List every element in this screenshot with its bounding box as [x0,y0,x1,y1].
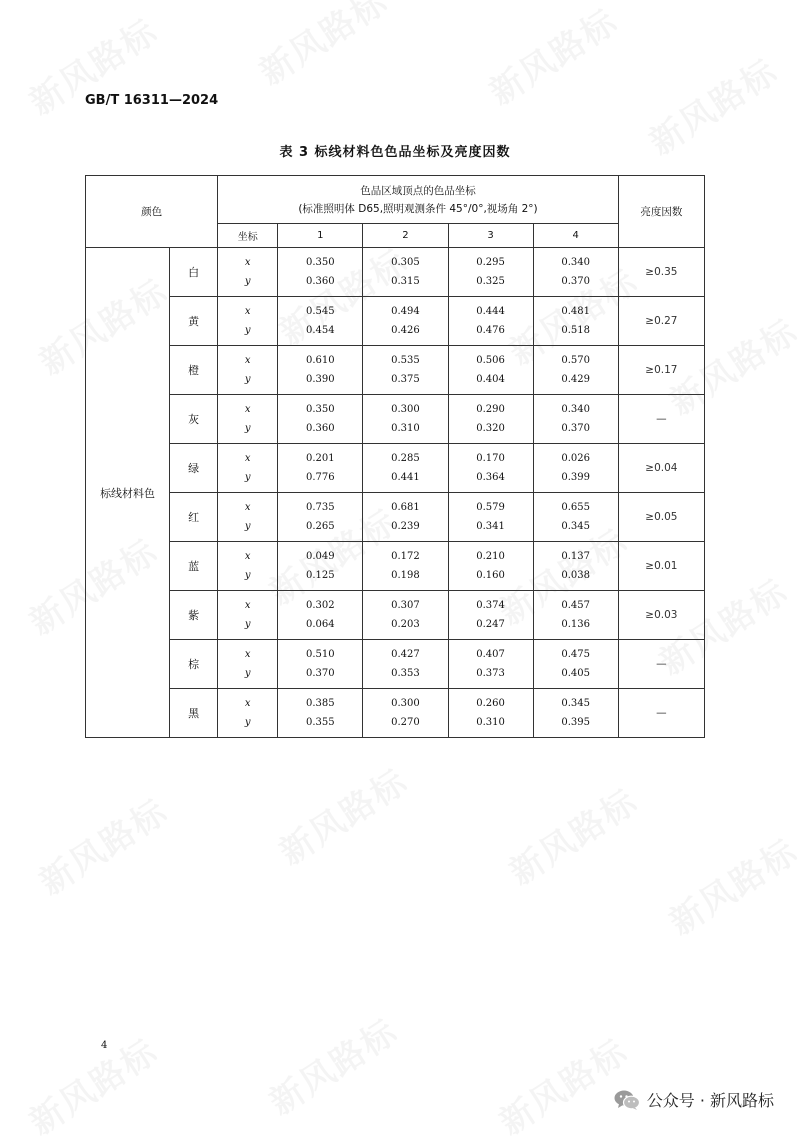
y-value: 0.370 [561,276,591,287]
y-value: 0.399 [561,472,591,483]
y-value: 0.426 [391,325,420,336]
vertex-2-cell [363,591,448,640]
x-value: 0.427 [391,649,420,660]
y-value: 0.247 [476,619,505,630]
y-value: 0.395 [561,717,591,728]
vertex-2-cell [363,346,448,395]
x-value: 0.457 [561,600,591,611]
y-value: 0.125 [306,570,335,581]
color-name: 蓝 [170,542,218,591]
y-value: 0.518 [561,325,591,336]
vertex-4-cell [533,542,618,591]
luminance-value: ≥0.27 [618,297,704,346]
color-name: 黑 [170,689,218,738]
vertex-4-cell [533,640,618,689]
y-value: 0.320 [476,423,505,434]
vertex-2-cell [363,395,448,444]
x-value: 0.655 [561,502,591,513]
x-value: 0.506 [476,355,505,366]
color-name: 红 [170,493,218,542]
axis-labels [218,493,278,542]
axis-labels [218,346,278,395]
x-value: 0.260 [476,698,505,709]
vertex-1-cell [278,542,363,591]
axis-y-label: y [244,717,251,728]
axis-labels [218,248,278,297]
luminance-value: ≥0.01 [618,542,704,591]
y-value: 0.441 [391,472,420,483]
vertex-2-cell [363,542,448,591]
vertex-2-cell [363,493,448,542]
x-value: 0.285 [391,453,420,464]
luminance-value: ≥0.05 [618,493,704,542]
y-value: 0.360 [306,276,335,287]
axis-x-label: x [244,551,251,562]
watermark-text [28,785,175,905]
y-value: 0.373 [476,668,505,679]
watermark-text [258,1005,405,1125]
table-row [86,346,705,395]
y-value: 0.310 [476,717,505,728]
source-badge [613,1088,774,1111]
x-value: 0.385 [306,698,335,709]
header-coord-label: 坐标 [218,224,278,248]
table-row [86,640,705,689]
axis-y-label: y [244,276,251,287]
axis-y-label: y [244,325,251,336]
y-value: 0.390 [306,374,335,385]
y-value: 0.429 [561,374,591,385]
x-value: 0.340 [561,404,591,415]
axis-labels [218,297,278,346]
table-row [86,395,705,444]
table-row [86,444,705,493]
axis-x-label: x [244,502,251,513]
color-name: 灰 [170,395,218,444]
x-value: 0.049 [306,551,335,562]
axis-y-label: y [244,570,251,581]
vertex-1-cell [278,493,363,542]
vertex-2-cell [363,297,448,346]
x-value: 0.295 [476,257,505,268]
x-value: 0.172 [391,551,420,562]
y-value: 0.454 [306,325,335,336]
x-value: 0.350 [306,404,335,415]
vertex-2-cell [363,444,448,493]
watermark-text [248,0,395,94]
axis-x-label: x [244,306,251,317]
x-value: 0.510 [306,649,335,660]
x-value: 0.305 [391,257,420,268]
axis-x-label: x [244,355,251,366]
y-value: 0.203 [391,619,420,630]
group-label: 标线材料色 [86,248,170,738]
x-value: 0.300 [391,698,420,709]
vertex-3-cell [448,395,533,444]
luminance-value: — [618,640,704,689]
axis-y-label: y [244,472,251,483]
table-row [86,542,705,591]
axis-labels [218,689,278,738]
y-value: 0.345 [561,521,591,532]
y-value: 0.038 [561,570,591,581]
y-value: 0.476 [476,325,505,336]
axis-y-label: y [244,619,251,630]
luminance-value: ≥0.04 [618,444,704,493]
vertex-4-cell [533,493,618,542]
y-value: 0.364 [476,472,505,483]
header-vertex-1: 1 [278,224,363,248]
watermark-text [268,755,415,875]
y-value: 0.270 [391,717,420,728]
x-value: 0.350 [306,257,335,268]
wechat-icon [613,1089,641,1111]
vertex-4-cell [533,346,618,395]
vertex-1-cell [278,248,363,297]
x-value: 0.137 [561,551,591,562]
y-value: 0.310 [391,423,420,434]
vertex-1-cell [278,640,363,689]
axis-y-label: y [244,374,251,385]
x-value: 0.300 [391,404,420,415]
axis-x-label: x [244,649,251,660]
x-value: 0.494 [391,306,420,317]
header-coordinates-line2: (标准照明体 D65,照明观测条件 45°/0°,视场角 2°) [298,202,538,215]
table-row [86,591,705,640]
luminance-value: ≥0.17 [618,346,704,395]
axis-labels [218,542,278,591]
standard-code: GB/T 16311—2024 [85,93,219,108]
axis-labels [218,444,278,493]
color-name: 紫 [170,591,218,640]
x-value: 0.610 [306,355,335,366]
luminance-value: ≥0.03 [618,591,704,640]
y-value: 0.064 [306,619,335,630]
table-row [86,689,705,738]
y-value: 0.265 [306,521,335,532]
axis-labels [218,395,278,444]
x-value: 0.201 [306,453,335,464]
vertex-1-cell [278,689,363,738]
x-value: 0.026 [561,453,591,464]
table-title: 表 3 标线材料色色品坐标及亮度因数 [279,145,511,160]
header-vertex-4: 4 [533,224,618,248]
y-value: 0.136 [561,619,591,630]
watermark-text [18,1025,165,1144]
vertex-1-cell [278,297,363,346]
color-name: 黄 [170,297,218,346]
watermark-text [498,775,645,895]
luminance-value: — [618,395,704,444]
vertex-1-cell [278,395,363,444]
x-value: 0.570 [561,355,591,366]
vertex-3-cell [448,689,533,738]
x-value: 0.735 [306,502,335,513]
vertex-3-cell [448,493,533,542]
y-value: 0.375 [391,374,420,385]
vertex-4-cell [533,297,618,346]
axis-labels [218,640,278,689]
y-value: 0.198 [391,570,420,581]
luminance-value: ≥0.35 [618,248,704,297]
axis-y-label: y [244,423,251,434]
axis-x-label: x [244,257,251,268]
source-label: 公众号 · 新风路标 [646,1091,774,1110]
table-row [86,297,705,346]
vertex-2-cell [363,689,448,738]
axis-x-label: x [244,698,251,709]
page-number: 4 [101,1040,108,1051]
x-value: 0.307 [391,600,420,611]
axis-y-label: y [244,521,251,532]
vertex-3-cell [448,542,533,591]
x-value: 0.535 [391,355,420,366]
y-value: 0.370 [306,668,335,679]
color-name: 橙 [170,346,218,395]
table-row [86,493,705,542]
y-value: 0.239 [391,521,420,532]
watermark-text [658,825,800,945]
header-coordinates-line1: 色品区域顶点的色品坐标 [360,184,476,197]
vertex-4-cell [533,591,618,640]
vertex-4-cell [533,395,618,444]
x-value: 0.170 [476,453,505,464]
chromaticity-table [85,175,705,738]
table-row [86,248,705,297]
vertex-3-cell [448,444,533,493]
vertex-4-cell [533,689,618,738]
x-value: 0.407 [476,649,505,660]
vertex-3-cell [448,297,533,346]
y-value: 0.341 [476,521,505,532]
vertex-1-cell [278,591,363,640]
axis-x-label: x [244,453,251,464]
watermark-text [478,0,625,114]
axis-x-label: x [244,600,251,611]
vertex-3-cell [448,591,533,640]
axis-y-label: y [244,668,251,679]
color-name: 绿 [170,444,218,493]
vertex-2-cell [363,640,448,689]
y-value: 0.404 [476,374,505,385]
watermark-text [488,1025,635,1144]
x-value: 0.681 [391,502,420,513]
x-value: 0.210 [476,551,505,562]
axis-labels [218,591,278,640]
x-value: 0.345 [561,698,591,709]
vertex-3-cell [448,640,533,689]
luminance-value: — [618,689,704,738]
x-value: 0.481 [561,306,591,317]
y-value: 0.353 [391,668,420,679]
y-value: 0.160 [476,570,505,581]
vertex-1-cell [278,346,363,395]
header-vertex-2: 2 [363,224,448,248]
y-value: 0.315 [391,276,420,287]
y-value: 0.325 [476,276,505,287]
y-value: 0.776 [306,472,335,483]
vertex-3-cell [448,248,533,297]
x-value: 0.340 [561,257,591,268]
vertex-4-cell [533,444,618,493]
header-luminance: 亮度因数 [618,176,704,248]
vertex-3-cell [448,346,533,395]
header-color: 颜色 [86,176,218,248]
y-value: 0.355 [306,717,335,728]
x-value: 0.374 [476,600,505,611]
vertex-1-cell [278,444,363,493]
color-name: 棕 [170,640,218,689]
x-value: 0.302 [306,600,335,611]
x-value: 0.290 [476,404,505,415]
y-value: 0.370 [561,423,591,434]
x-value: 0.475 [561,649,591,660]
y-value: 0.405 [561,668,591,679]
axis-x-label: x [244,404,251,415]
header-coordinates [218,176,619,224]
color-name: 白 [170,248,218,297]
header-vertex-3: 3 [448,224,533,248]
x-value: 0.579 [476,502,505,513]
vertex-4-cell [533,248,618,297]
y-value: 0.360 [306,423,335,434]
x-value: 0.545 [306,306,335,317]
x-value: 0.444 [476,306,505,317]
vertex-2-cell [363,248,448,297]
